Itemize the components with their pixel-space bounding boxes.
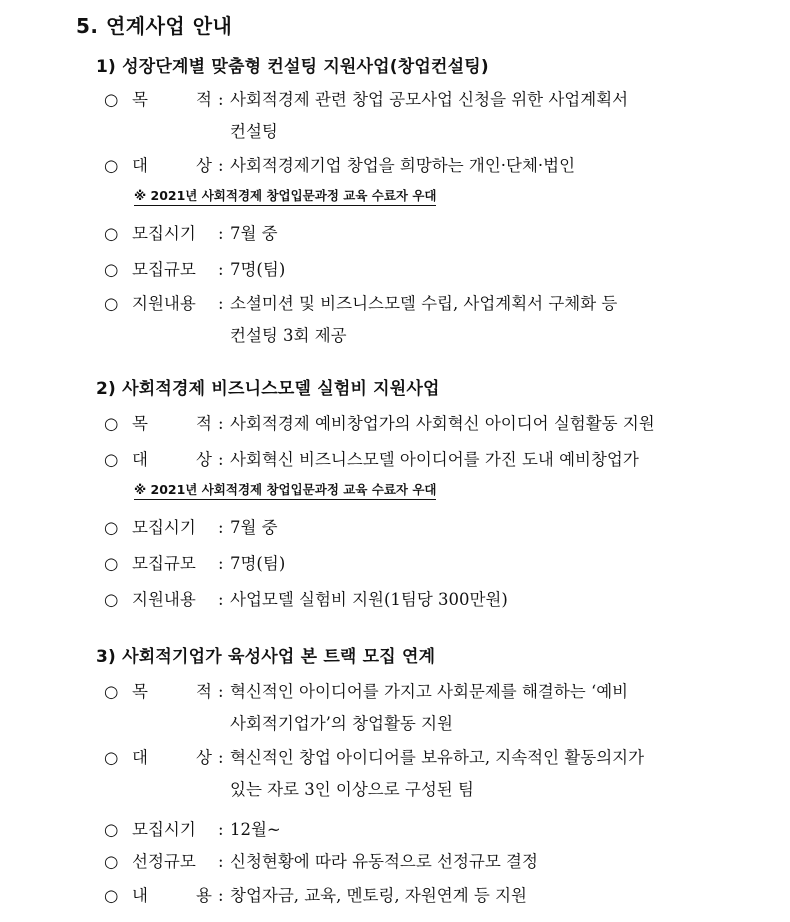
label-separator: : (218, 590, 224, 609)
label-separator: : (218, 156, 224, 175)
item-value: 사업모델 실험비 지원(1팀당 300만원) (230, 590, 508, 609)
subsection-title: 2) 사회적경제 비즈니스모델 실험비 지원사업 (96, 379, 440, 399)
item-value-continued: 있는 자로 3인 이상으로 구성된 팀 (230, 780, 474, 799)
item-value-continued: 컨설팅 (230, 122, 278, 141)
circle-bullet-icon: ○ (104, 682, 119, 701)
item-value: 신청현황에 따라 유동적으로 선정규모 결정 (230, 852, 538, 871)
subsection-title: 3) 사회적기업가 육성사업 본 트랙 모집 연계 (96, 647, 436, 667)
label-separator: : (218, 852, 224, 871)
circle-bullet-icon: ○ (104, 156, 119, 175)
item-label: 목 적 (132, 90, 212, 109)
item-label: 내 용 (132, 886, 212, 905)
item-value: 사회적경제기업 창업을 희망하는 개인·단체·법인 (230, 156, 576, 175)
label-separator: : (218, 450, 224, 469)
item-value: 사회혁신 비즈니스모델 아이디어를 가진 도내 예비창업가 (230, 450, 639, 469)
item-value: 소셜미션 및 비즈니스모델 수립, 사업계획서 구체화 등 (230, 294, 618, 313)
item-value: 혁신적인 창업 아이디어를 보유하고, 지속적인 활동의지가 (230, 748, 645, 767)
item-label: 모집시기 (132, 820, 196, 839)
circle-bullet-icon: ○ (104, 820, 119, 839)
circle-bullet-icon: ○ (104, 748, 119, 767)
item-label: 대 상 (132, 450, 212, 469)
circle-bullet-icon: ○ (104, 294, 119, 313)
item-value: 7명(팀) (230, 260, 286, 279)
subsection-title: 1) 성장단계별 맞춤형 컨설팅 지원사업(창업컨설팅) (96, 57, 489, 77)
label-separator: : (218, 886, 224, 905)
item-value: 7월 중 (230, 224, 278, 243)
section-heading: 5. 연계사업 안내 (76, 14, 233, 38)
circle-bullet-icon: ○ (104, 414, 119, 433)
circle-bullet-icon: ○ (104, 518, 119, 537)
label-separator: : (218, 224, 224, 243)
item-value: 혁신적인 아이디어를 가지고 사회문제를 해결하는 ‘예비 (230, 682, 629, 701)
item-label: 모집시기 (132, 224, 196, 243)
circle-bullet-icon: ○ (104, 590, 119, 609)
label-separator: : (218, 260, 224, 279)
label-separator: : (218, 90, 224, 109)
item-label: 목 적 (132, 414, 212, 433)
label-separator: : (218, 414, 224, 433)
circle-bullet-icon: ○ (104, 224, 119, 243)
note-preferential: ※ 2021년 사회적경제 창업입문과정 교육 수료자 우대 (134, 480, 436, 500)
item-label: 대 상 (132, 748, 212, 767)
item-label: 모집규모 (132, 260, 196, 279)
item-value: 사회적경제 예비창업가의 사회혁신 아이디어 실험활동 지원 (230, 414, 655, 433)
circle-bullet-icon: ○ (104, 90, 119, 109)
circle-bullet-icon: ○ (104, 260, 119, 279)
label-separator: : (218, 518, 224, 537)
item-label: 지원내용 (132, 590, 196, 609)
circle-bullet-icon: ○ (104, 886, 119, 905)
item-value: 12월~ (230, 820, 281, 839)
item-label: 모집시기 (132, 518, 196, 537)
note-preferential: ※ 2021년 사회적경제 창업입문과정 교육 수료자 우대 (134, 186, 436, 206)
label-separator: : (218, 748, 224, 767)
item-value: 창업자금, 교육, 멘토링, 자원연계 등 지원 (230, 886, 527, 905)
item-label: 대 상 (132, 156, 212, 175)
item-label: 모집규모 (132, 554, 196, 573)
item-label: 지원내용 (132, 294, 196, 313)
item-label: 선정규모 (132, 852, 196, 871)
label-separator: : (218, 294, 224, 313)
circle-bullet-icon: ○ (104, 554, 119, 573)
item-value: 7월 중 (230, 518, 278, 537)
item-label: 목 적 (132, 682, 212, 701)
item-value: 7명(팀) (230, 554, 286, 573)
label-separator: : (218, 820, 224, 839)
item-value-continued: 사회적기업가’의 창업활동 지원 (230, 714, 453, 733)
circle-bullet-icon: ○ (104, 852, 119, 871)
label-separator: : (218, 554, 224, 573)
item-value-continued: 컨설팅 3회 제공 (230, 326, 347, 345)
label-separator: : (218, 682, 224, 701)
circle-bullet-icon: ○ (104, 450, 119, 469)
item-value: 사회적경제 관련 창업 공모사업 신청을 위한 사업계획서 (230, 90, 629, 109)
